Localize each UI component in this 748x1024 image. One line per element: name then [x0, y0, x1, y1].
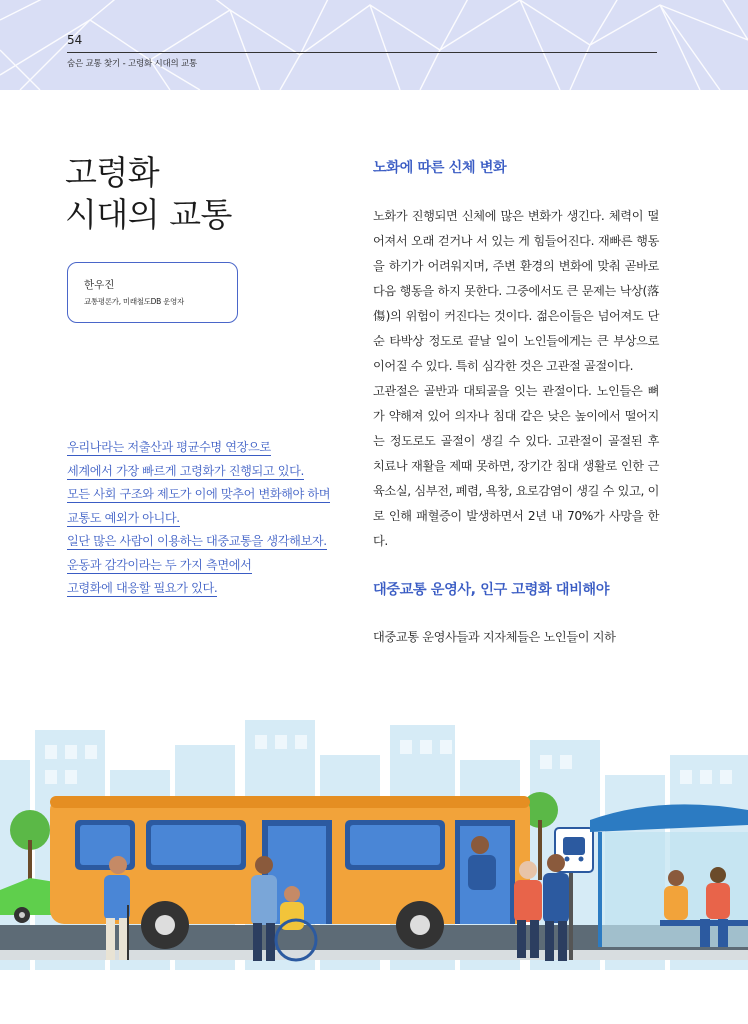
lead-line: 세계에서 가장 빠르게 고령화가 진행되고 있다.: [67, 463, 304, 478]
geometric-pattern: [0, 0, 748, 90]
page-number: 54: [67, 33, 83, 47]
lead-line: 우리나라는 저출산과 평균수명 연장으로: [67, 440, 271, 454]
author-role: 교통평론가, 미래철도DB 운영자: [84, 297, 184, 306]
author-name: 한우진: [84, 279, 115, 291]
header-divider: [67, 52, 657, 53]
lead-text: [67, 436, 357, 601]
body-paragraph: 노화가 진행되면 신체에 많은 변화가 생긴다. 체력이 떨어져서 오래 걷거나 서 있는 게 힘들어진다. 재빠른 행동을 하기가 어려워지며, 주변 환경의 변화에 맞춰 곧바로 다음 행동을 하지 못한다. 그중에서도 큰 문제는 낙상(落傷)의 위험이 커진다는 것이다. 젊은이들은 넘어져도 단순 타박상 정도로 끝날 일이 노인들에게는 큰 부상으로 이어질 수 있다. 특히 심각한 것은 고관절 골절이다.: [373, 209, 659, 373]
header-band: [0, 0, 748, 90]
author-box: [67, 262, 238, 323]
body-paragraph: 고관절은 골반과 대퇴골을 잇는 관절이다. 노인들은 뼈가 약해져 있어 의자나 침대 같은 낮은 높이에서 떨어지는 정도로도 골절이 생길 수 있다. 고관절이 골절된 후 치료나 재활을 제때 못하면, 장기간 침대 생활로 인한 근육소실, 심부전, 폐렴, 욕창, 요로감염이 생길 수 있고, 이로 인해 패혈증이 발생하면서 2년 내 70%가 사망을 한다.: [373, 384, 659, 548]
body-paragraph: 대중교통 운영사들과 지자체들은 노인들이 지하: [373, 630, 616, 644]
lead-line: 고령화에 대응할 필요가 있다.: [67, 581, 218, 595]
lead-line: 교통도 예외가 아니다.: [67, 510, 180, 525]
title-line-1: 고령화: [65, 153, 160, 192]
bus-icon: [563, 837, 585, 855]
lead-line: 운동과 감각이라는 두 가지 측면에서: [67, 557, 252, 572]
lead-line: 모든 사회 구조와 제도가 이에 맞추어 변화해야 하며: [67, 487, 331, 501]
lead-line: 일단 많은 사람이 이용하는 대중교통을 생각해보자.: [67, 534, 327, 548]
article-title: [65, 152, 232, 236]
section-heading-transit: 대중교통 운영사, 인구 고령화 대비해야: [373, 582, 610, 598]
title-line-2: 시대의 교통: [65, 195, 232, 234]
section-heading-aging: 노화에 따른 신체 변화: [373, 160, 507, 176]
bus-stop-illustration: [0, 700, 748, 990]
body-column: [373, 158, 659, 650]
breadcrumb: 숨은 교통 찾기 - 고령화 시대의 교통: [67, 59, 198, 69]
